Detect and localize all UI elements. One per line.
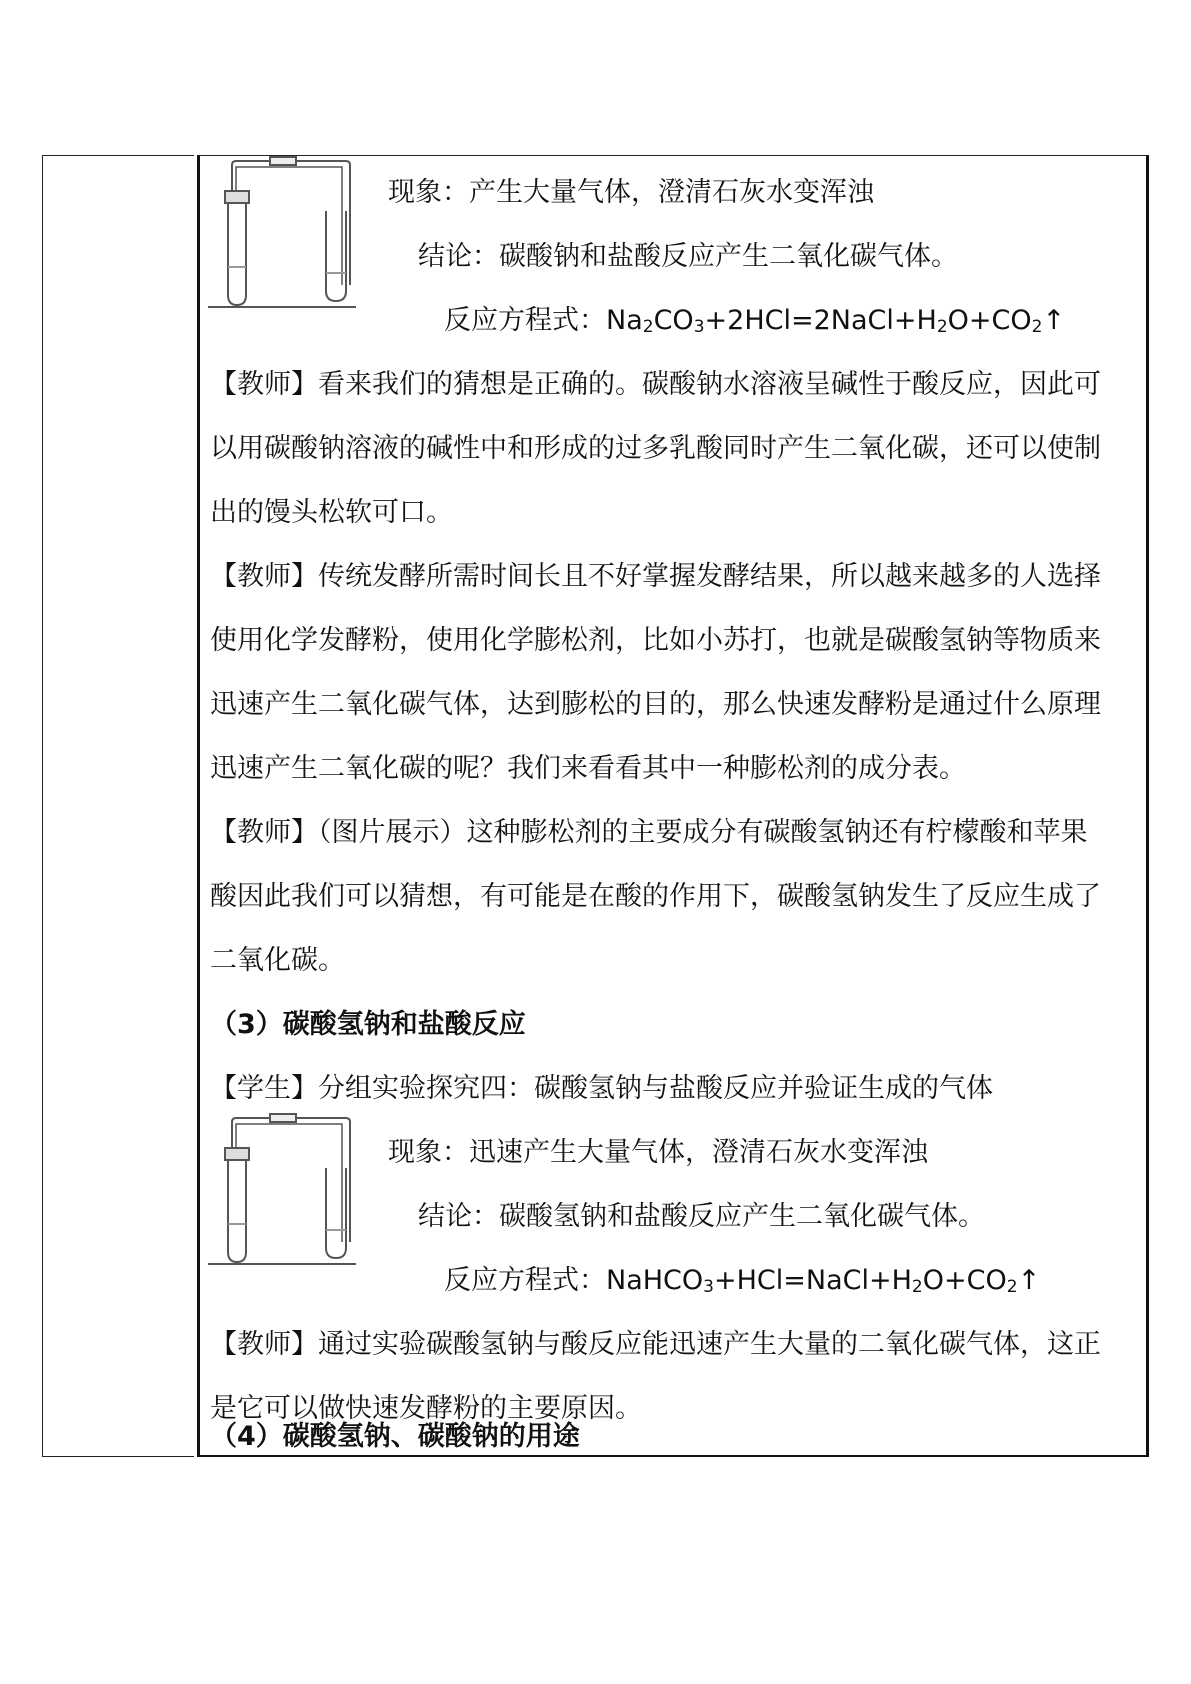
paragraph-line: 使用化学发酵粉，使用化学膨松剂，比如小苏打，也就是碳酸氢钠等物质来	[210, 625, 1101, 656]
equation-text-2: 反应方程式：$NaHCO_3+HCl=NaCl+H_2O+CO_2↑$	[444, 1265, 1041, 1297]
section-heading-3: （3）碳酸氢钠和盐酸反应	[210, 1009, 526, 1040]
paragraph-line: 【教师】通过实验碳酸氢钠与酸反应能迅速产生大量的二氧化碳气体，这正	[210, 1329, 1101, 1360]
table-left-column	[42, 155, 194, 1457]
equation-text-1: 反应方程式：$Na_2CO_3+2HCl=2NaCl+H_2O+CO_2↑$	[444, 305, 1066, 337]
paragraph-line: 是它可以做快速发酵粉的主要原因。	[210, 1393, 642, 1424]
phenomenon-text-1: 现象：产生大量气体，澄清石灰水变浑浊	[388, 177, 874, 208]
paragraph-line: 【教师】看来我们的猜想是正确的。碳酸钠水溶液呈碱性于酸反应，因此可	[210, 369, 1101, 400]
paragraph-line: 酸因此我们可以猜想，有可能是在酸的作用下，碳酸氢钠发生了反应生成了	[210, 881, 1101, 912]
paragraph-line: 二氧化碳。	[210, 945, 345, 976]
section-heading-4: （4）碳酸氢钠、碳酸钠的用途	[210, 1421, 580, 1452]
paragraph-line: 出的馒头松软可口。	[210, 497, 453, 528]
paragraph-line: 【教师】（图片展示）这种膨松剂的主要成分有碳酸氢钠还有柠檬酸和苹果	[210, 817, 1088, 848]
test-tube-apparatus-icon	[208, 1112, 360, 1272]
paragraph-line: 【教师】传统发酵所需时间长且不好掌握发酵结果，所以越来越多的人选择	[210, 561, 1101, 592]
conclusion-text-2: 结论：碳酸氢钠和盐酸反应产生二氧化碳气体。	[418, 1201, 985, 1232]
conclusion-text-1: 结论：碳酸钠和盐酸反应产生二氧化碳气体。	[418, 241, 958, 272]
phenomenon-text-2: 现象：迅速产生大量气体，澄清石灰水变浑浊	[388, 1137, 928, 1168]
paragraph-line: 迅速产生二氧化碳的呢？我们来看看其中一种膨松剂的成分表。	[210, 753, 966, 784]
test-tube-apparatus-icon	[208, 155, 360, 315]
student-line: 【学生】分组实验探究四：碳酸氢钠与盐酸反应并验证生成的气体	[210, 1073, 993, 1104]
paragraph-line: 以用碳酸钠溶液的碱性中和形成的过多乳酸同时产生二氧化碳，还可以使制	[210, 433, 1101, 464]
paragraph-line: 迅速产生二氧化碳气体，达到膨松的目的，那么快速发酵粉是通过什么原理	[210, 689, 1101, 720]
